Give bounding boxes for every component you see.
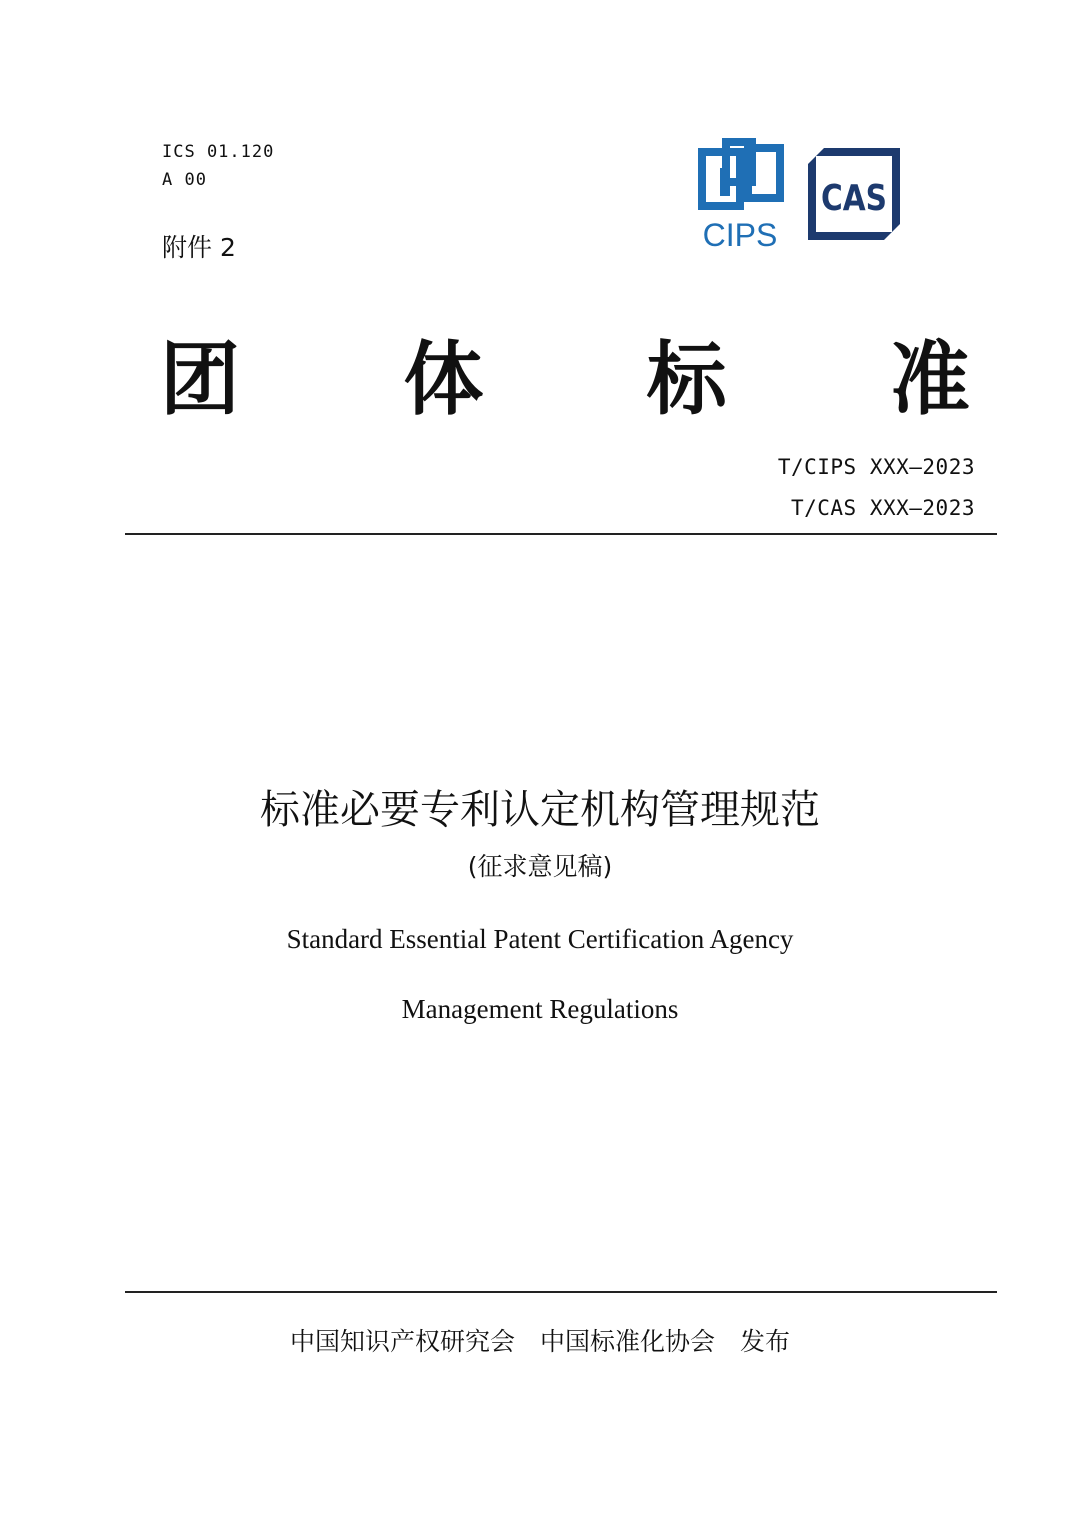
standard-codes (778, 447, 975, 529)
publisher-line: 中国知识产权研究会 中国标准化协会 发布 (289, 1327, 790, 1356)
standard-type-char: 准 (889, 333, 970, 426)
draft-note: (征求意见稿) (467, 852, 613, 881)
logo-group (692, 138, 907, 256)
cips-logo-text: CIPS (702, 217, 778, 253)
document-title-english-line1: Standard Essential Patent Certification Agency (286, 924, 794, 954)
ics-block (162, 138, 274, 194)
standard-type-char: 体 (403, 333, 484, 426)
logos-svg (692, 138, 907, 256)
cas-logo (808, 148, 900, 240)
cas-logo-text: CAS (821, 178, 887, 219)
category-code: A 00 (162, 170, 207, 190)
standard-type-char: 团 (160, 333, 240, 426)
cips-logo (702, 142, 780, 253)
top-divider (125, 533, 997, 535)
cips-standard-code: T/CIPS XXX—2023 (777, 455, 975, 479)
standard-type-title (160, 332, 970, 428)
bottom-divider (125, 1291, 997, 1293)
cas-standard-code: T/CAS XXX—2023 (790, 496, 975, 520)
ics-code: ICS 01.120 (162, 142, 275, 162)
document-title-english-line2: Management Regulations (401, 994, 679, 1024)
document-title-chinese: 标准必要专利认定机构管理规范 (260, 787, 820, 833)
standard-type-char: 标 (646, 333, 727, 426)
attachment-label: 附件 2 (162, 233, 236, 262)
